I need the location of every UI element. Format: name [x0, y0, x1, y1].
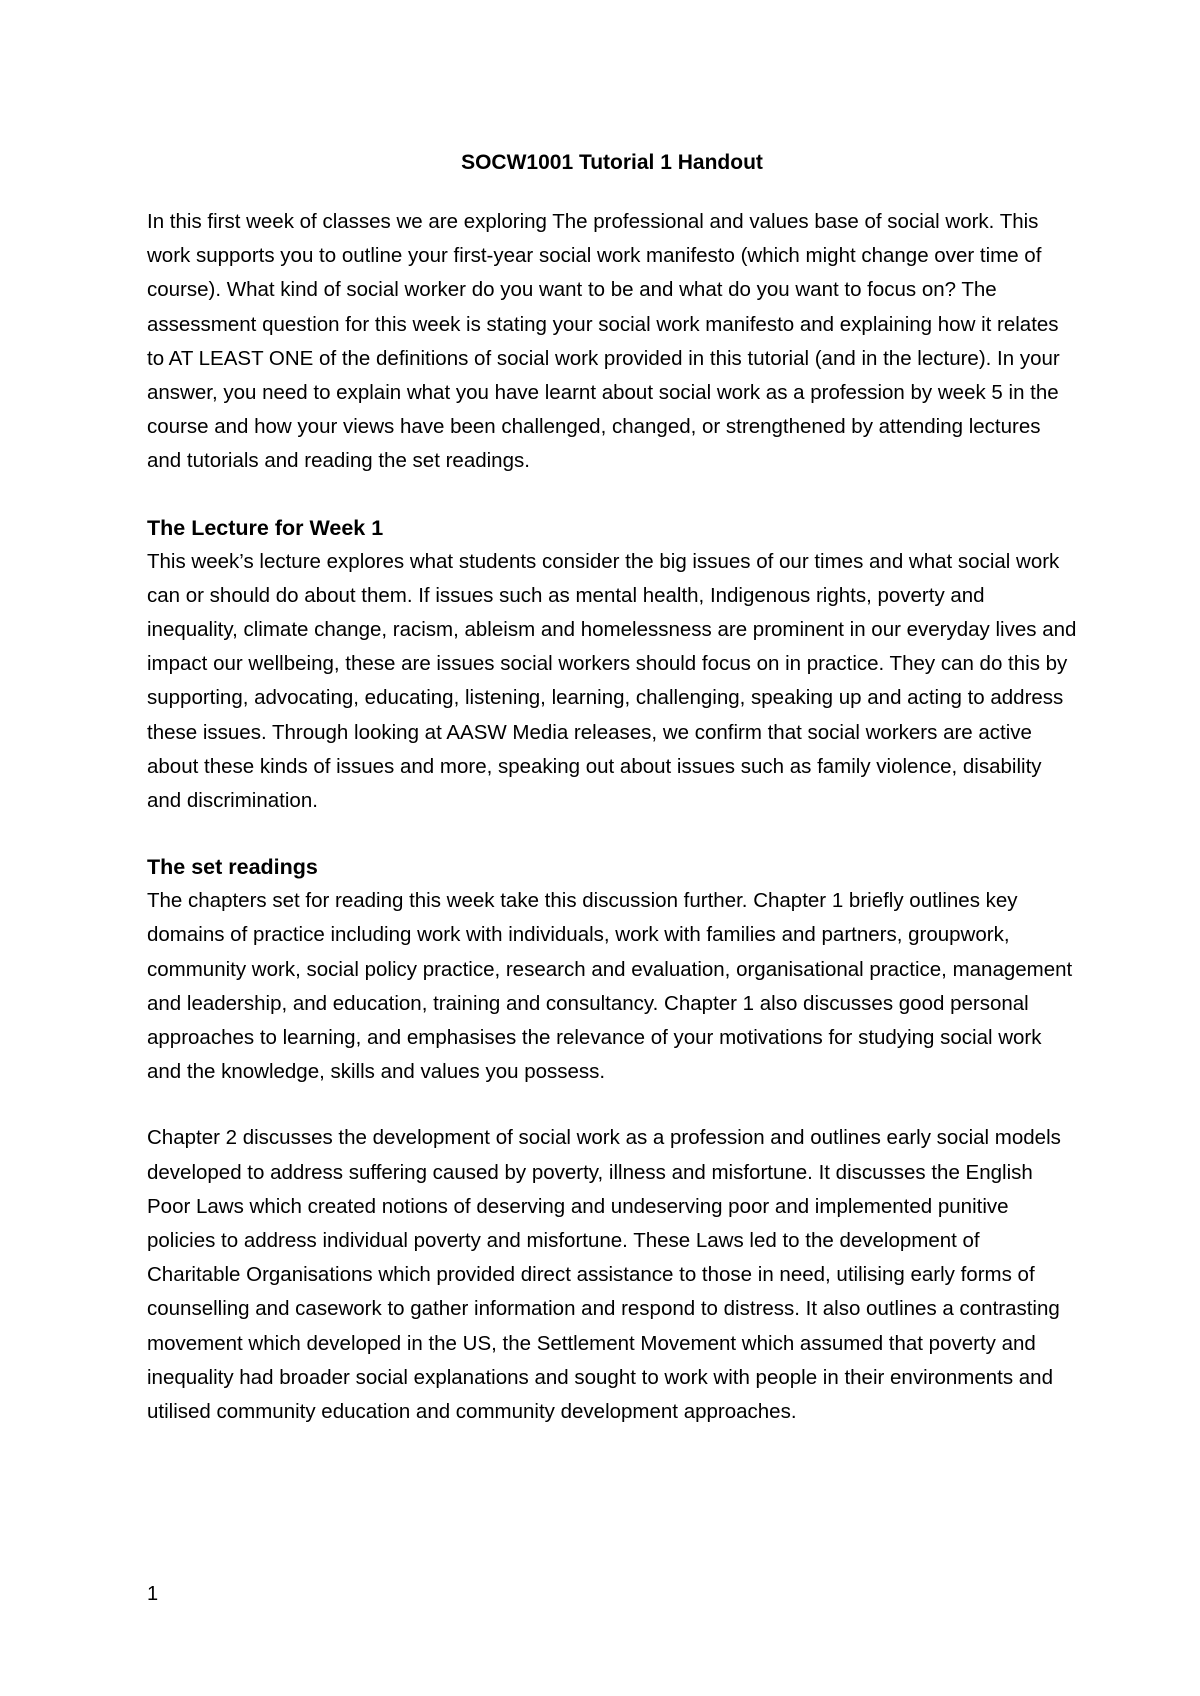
- page-title: SOCW1001 Tutorial 1 Handout: [461, 151, 763, 174]
- intro-paragraph: In this first week of classes we are exploring The professional and values base of social work. This work supports you to outline your first-year social work manifesto (which might change over time of course). What kind of social worker do you want to be and what do you want to focus on? The assessment question for this week is stating your social work manifesto and explaining how it relates to AT LEAST ONE of the definitions of social work provided in this tutorial (and in the lecture). In your answer, you need to explain what you have learnt about social work as a profession by week 5 in the course and how your views have been challenged, changed, or strengthened by attending lectures and tutorials and reading the set readings.: [147, 210, 1060, 473]
- page-number: 1: [147, 1583, 159, 1605]
- readings-paragraph-chapter-2: Chapter 2 discusses the development of social work as a profession and outlines early social models developed to address suffering caused by poverty, illness and misfortune. It discusses the English Poor Laws which created notions of deserving and undeserving poor and implemented punitive policies to address individual poverty and misfortune. These Laws led to the development of Charitable Organisations which provided direct assistance to those in need, utilising early forms of counselling and casework to gather information and respond to distress. It also outlines a contrasting movement which developed in the US, the Settlement Movement which assumed that poverty and inequality had broader social explanations and sought to work with people in their environments and utilised community education and community development approaches.: [147, 1126, 1061, 1424]
- readings-paragraph-chapter-1: The chapters set for reading this week take this discussion further. Chapter 1 briefly outlines key domains of practice including work with individuals, work with families and partners, groupwork, community work, social policy practice, research and evaluation, organisational practice, management and leadership, and education, training and consultancy. Chapter 1 also discusses good personal approaches to learning, and emphasises the relevance of your motivations for studying social work and the knowledge, skills and values you possess.: [147, 889, 1073, 1084]
- document-body: [147, 146, 1077, 1429]
- section-lecture: [147, 511, 1077, 819]
- section-readings: [147, 850, 1077, 1429]
- section-heading-lecture: The Lecture for Week 1: [147, 515, 384, 540]
- lecture-paragraph: This week’s lecture explores what students consider the big issues of our times and what social work can or should do about them. If issues such as mental health, Indigenous rights, poverty and inequality, climate change, racism, ableism and homelessness are prominent in our everyday lives and impact our wellbeing, these are issues social workers should focus on in practice. They can do this by supporting, advocating, educating, listening, learning, challenging, speaking up and acting to address these issues. Through looking at AASW Media releases, we confirm that social workers are active about these kinds of issues and more, speaking out about issues such as family violence, disability and discrimination.: [147, 549, 1077, 813]
- section-heading-readings: The set readings: [147, 855, 318, 880]
